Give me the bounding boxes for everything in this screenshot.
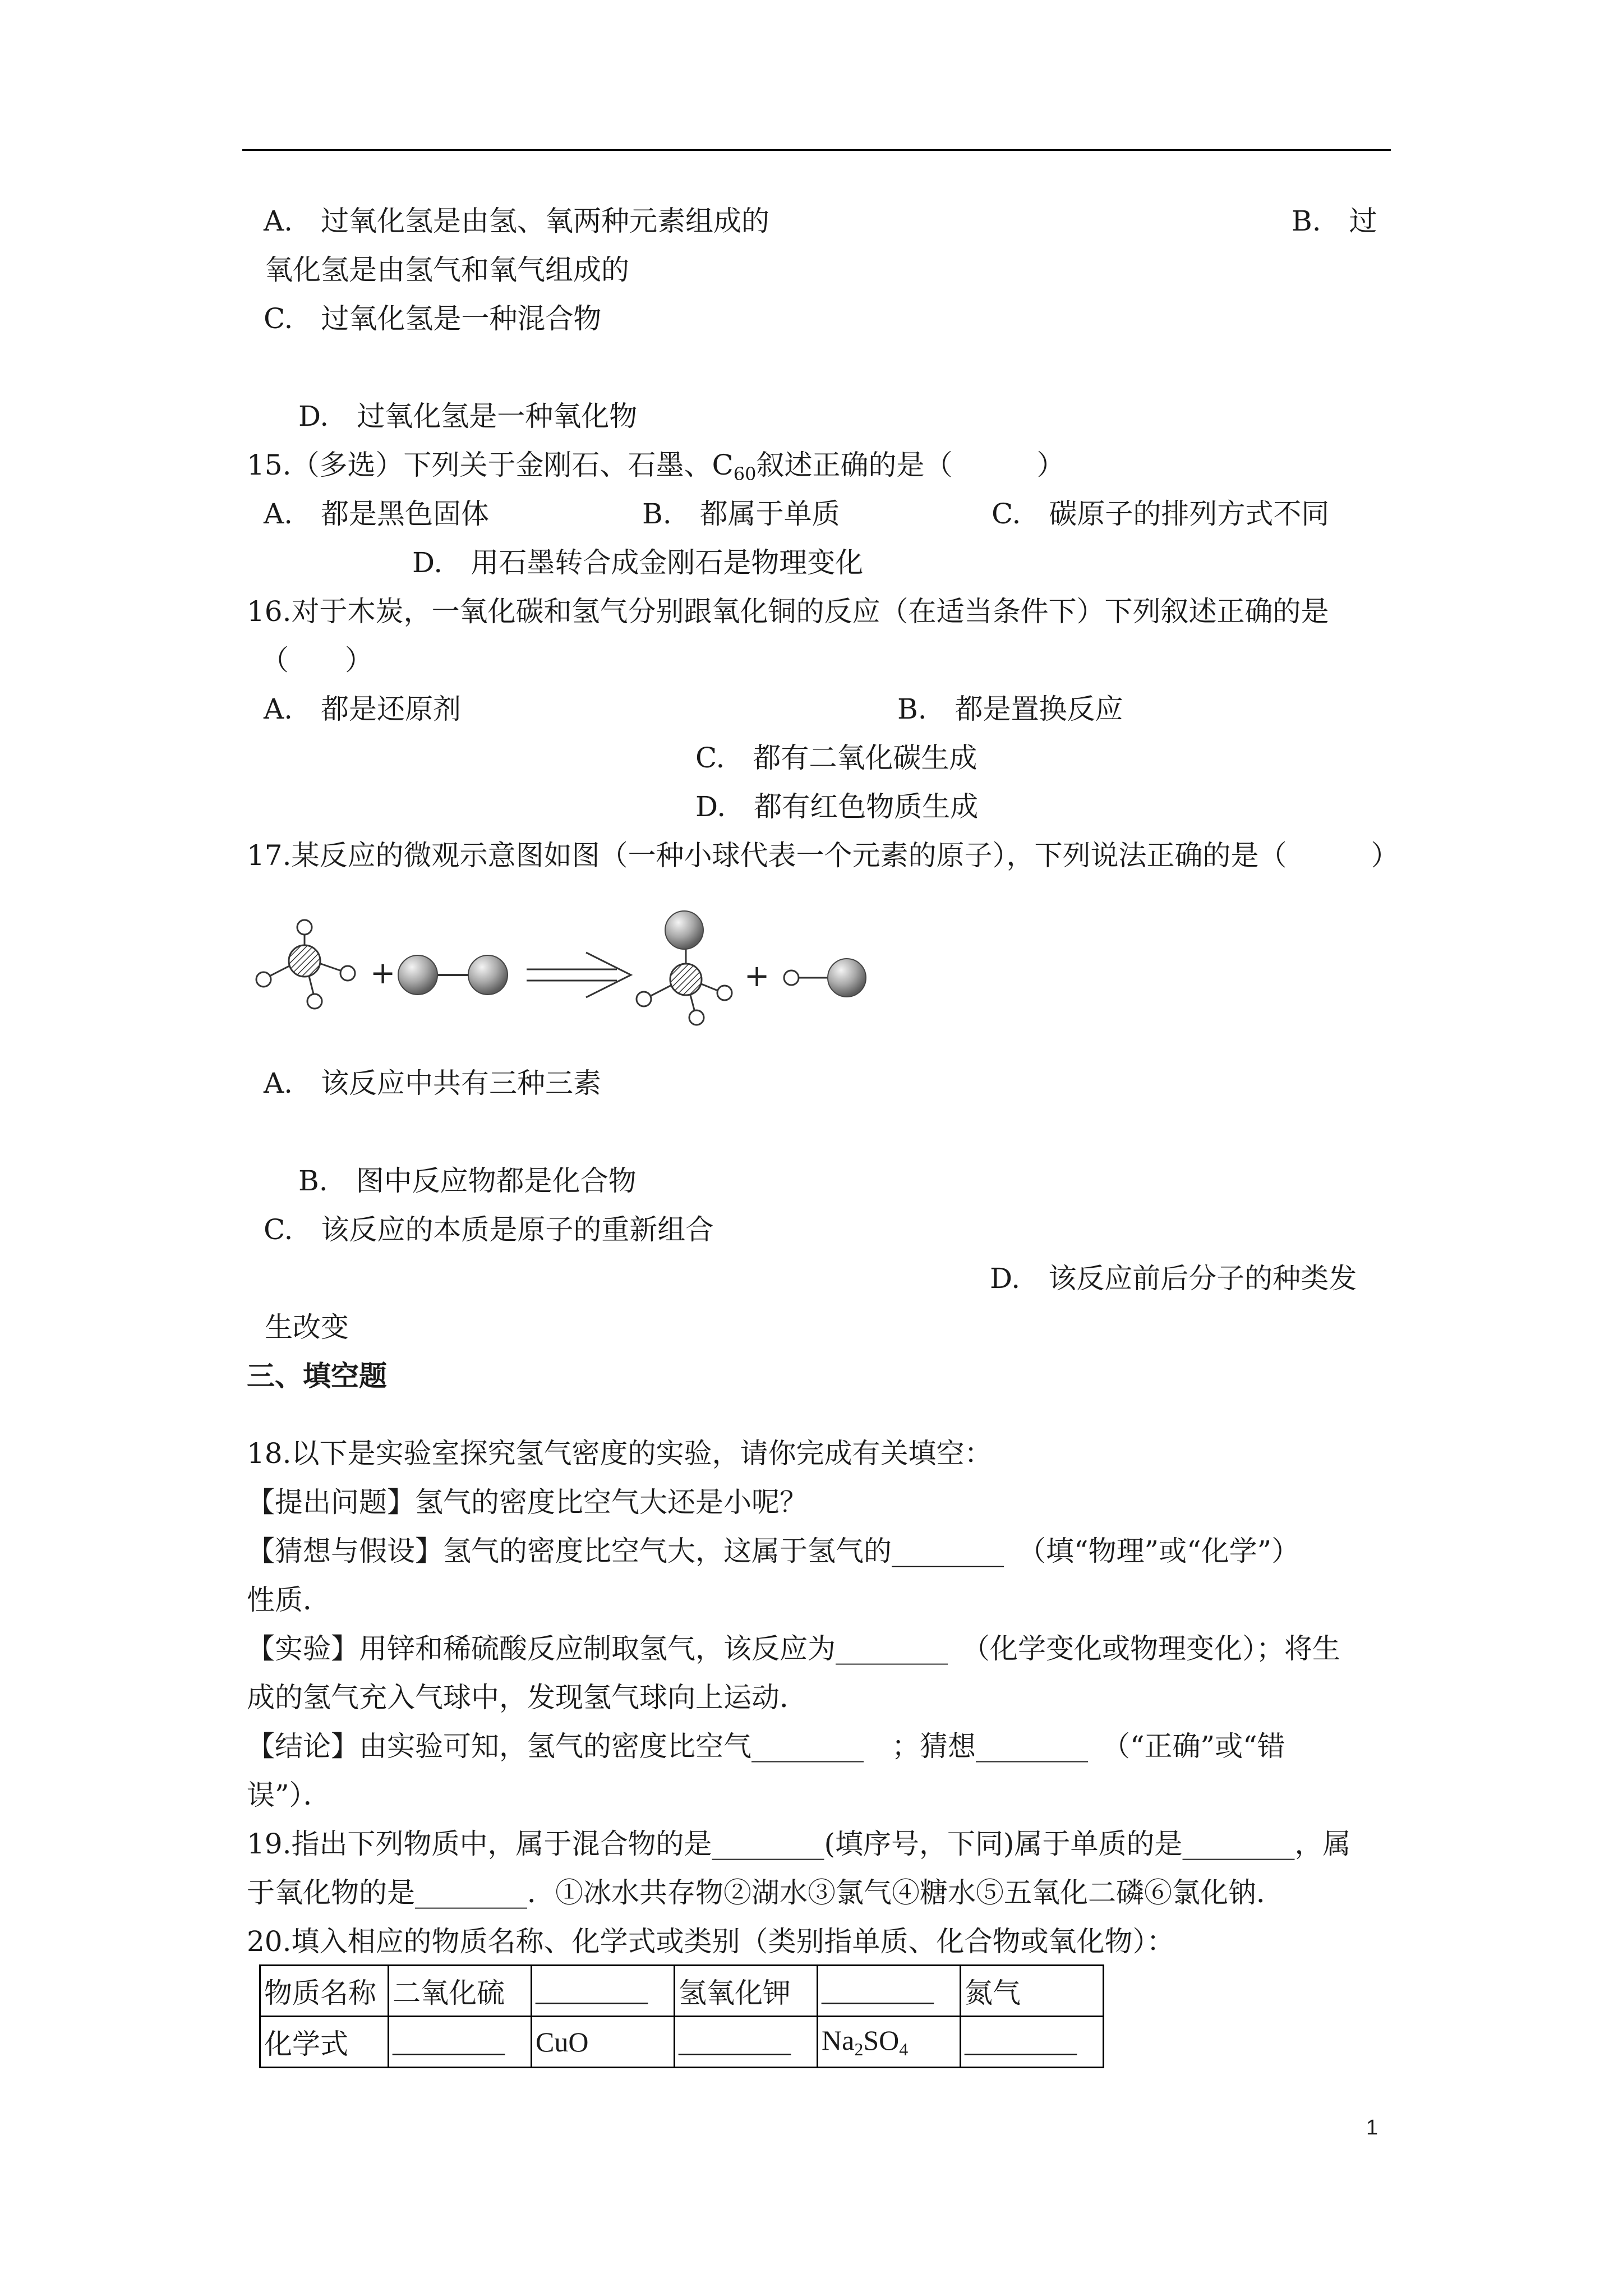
header-rule — [242, 149, 1391, 151]
q15-option-c: C. 碳原子的排列方式不同 — [992, 498, 1330, 530]
q18-line-conclusion-cont: 误”）． — [247, 1779, 331, 1811]
q14-option-d: D. 过氧化氢是一种氧化物 — [298, 400, 638, 432]
q16-stem: 16.对于木炭，一氧化碳和氢气分别跟氧化铜的反应（在适当条件下）下列叙述正确的是 — [247, 595, 1329, 628]
q18-line-experiment: 【实验】用锌和稀硫酸反应制取氢气，该反应为________ （化学变化或物理变化）；将生 — [247, 1632, 1340, 1665]
table-cell-formula: $Na_2SO_4$ — [818, 2017, 961, 2068]
table-row — [260, 1966, 1104, 2017]
q16-option-b: B. 都是置换反应 — [897, 693, 1123, 725]
molecule-methane — [256, 920, 355, 1009]
q16-option-c: C. 都有二氧化碳生成 — [695, 742, 978, 774]
q17-option-a: A. 该反应中共有三种三素 — [264, 1067, 602, 1099]
q17-option-b: B. 图中反应物都是化合物 — [298, 1165, 637, 1197]
q18-stem: 18.以下是实验室探究氢气密度的实验，请你完成有关填空： — [247, 1437, 993, 1470]
section-title: 三、填空题 — [247, 1359, 387, 1392]
q19-line-1: 19.指出下列物质中，属于混合物的是________(填序号，下同)属于单质的是________，属 — [247, 1828, 1351, 1860]
q17-option-c: C. 该反应的本质是原子的重新组合 — [264, 1213, 714, 1246]
table-cell: CuO — [532, 2017, 675, 2068]
q14-option-c: C. 过氧化氢是一种混合物 — [264, 302, 602, 335]
table-cell: 二氧化硫 — [389, 1966, 532, 2017]
table-cell: 化学式 — [260, 2017, 389, 2068]
reaction-arrow — [527, 953, 631, 997]
table-cell-blank: ________ — [818, 1966, 961, 2017]
q18-line-conclusion: 【结论】由实验可知，氢气的密度比空气________ ；猜想________ （“正确”或“错 — [247, 1730, 1285, 1763]
q17-option-d: D. 该反应前后分子的种类发 — [990, 1262, 1357, 1295]
molecule-diatomic — [398, 955, 508, 995]
table-row — [260, 2017, 1104, 2068]
q19-line-2: 于氧化物的是________．①冰水共存物②湖水③氯气④糖水⑤五氧化二磷⑥氯化钠． — [247, 1876, 1284, 1909]
q20-table — [259, 1964, 1104, 2068]
q15-option-d: D. 用石墨转合成金刚石是物理变化 — [412, 546, 864, 579]
page-number: 1 — [1366, 2116, 1378, 2139]
q15-stem: 15.（多选）下列关于金刚石、石墨、$C_{60}$叙述正确的是（ ） — [247, 449, 1065, 485]
q14-option-a: A. 过氧化氢是由氢、氧两种元素组成的 — [264, 205, 770, 237]
q15-option-a: A. 都是黑色固体 — [264, 498, 490, 530]
q17-stem: 17.某反应的微观示意图如图（一种小球代表一个元素的原子），下列说法正确的是（ ） — [247, 839, 1399, 872]
table-cell: 氮气 — [961, 1966, 1104, 2017]
q17-option-d-cont: 生改变 — [265, 1311, 349, 1343]
q20-stem: 20.填入相应的物质名称、化学式或类别（类别指单质、化合物或氧化物）： — [247, 1925, 1175, 1958]
table-cell: 物质名称 — [260, 1966, 389, 2017]
q14-option-b-cont: 氧化氢是由氢气和氧气组成的 — [265, 254, 629, 286]
q18-line-question: 【提出问题】氢气的密度比空气大还是小呢？ — [247, 1486, 808, 1519]
table-cell-blank: ________ — [532, 1966, 675, 2017]
q18-line-hypothesis-cont: 性质． — [247, 1584, 331, 1616]
q14-option-b: B. 过 — [1292, 205, 1377, 237]
q16-option-a: A. 都是还原剂 — [264, 693, 462, 725]
molecule-small-large — [784, 959, 866, 997]
q18-line-hypothesis: 【猜想与假设】氢气的密度比空气大，这属于氢气的________ （填“物理”或“化学”） — [247, 1535, 1300, 1567]
table-cell: 氢氧化钾 — [675, 1966, 818, 2017]
q16-option-d: D. 都有红色物质生成 — [695, 790, 979, 823]
plus-sign-1: + — [370, 955, 396, 991]
table-cell-blank: ________ — [389, 2017, 532, 2068]
q15-option-b: B. 都属于单质 — [642, 498, 840, 530]
plus-sign-2: + — [744, 958, 770, 993]
table-cell-blank: ________ — [675, 2017, 818, 2068]
reaction-diagram — [250, 908, 883, 1031]
q16-stem-cont: （ ） — [261, 644, 373, 677]
molecule-product — [637, 911, 732, 1025]
q18-line-experiment-cont: 成的氢气充入气球中，发现氢气球向上运动． — [247, 1681, 808, 1714]
table-cell-blank: ________ — [961, 2017, 1104, 2068]
